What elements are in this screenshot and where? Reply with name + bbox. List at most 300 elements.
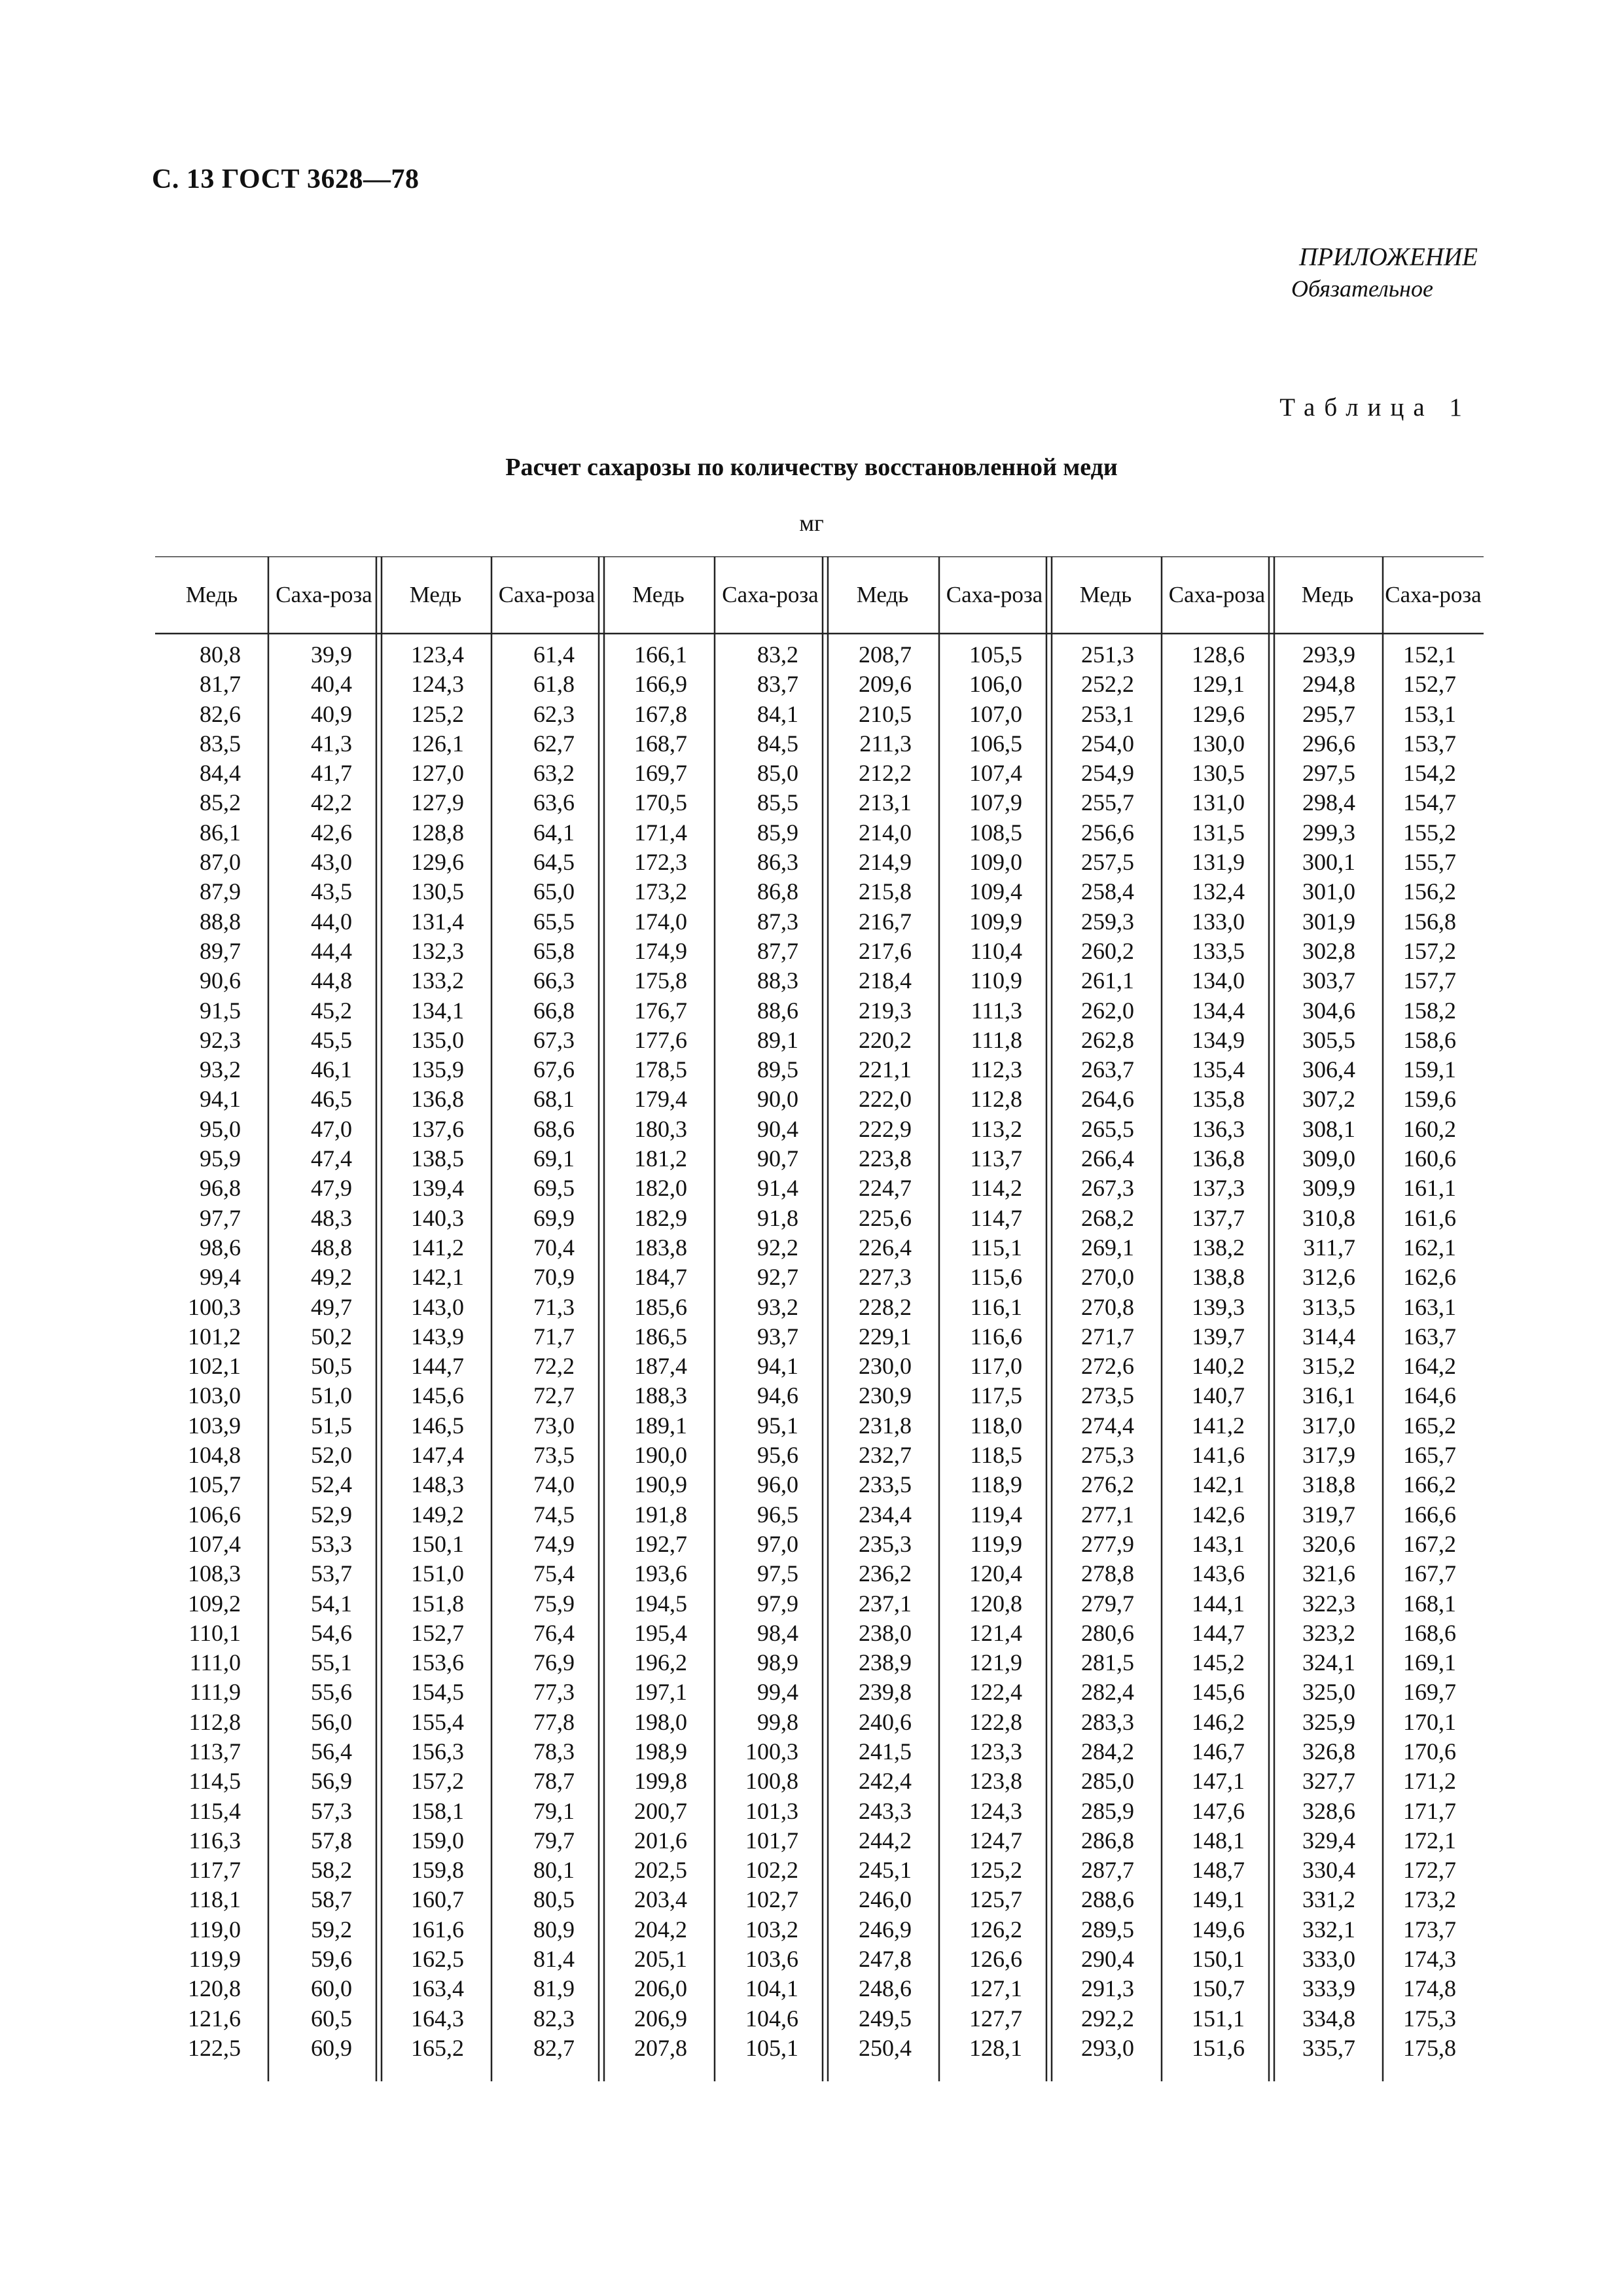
- table-cell: 99,4: [757, 1679, 798, 1706]
- table-cell: 87,3: [757, 908, 798, 935]
- table-cell: 84,1: [757, 700, 798, 727]
- table-cell: 101,3: [745, 1797, 798, 1824]
- table-cell: 138,2: [1192, 1234, 1245, 1261]
- table-cell: 174,0: [634, 908, 687, 935]
- table-cell: 77,3: [533, 1679, 575, 1706]
- table-cell: 83,2: [757, 641, 798, 668]
- table-cell: 97,0: [757, 1530, 798, 1557]
- table-cell: 70,9: [533, 1264, 575, 1291]
- table-cell: 57,8: [311, 1827, 352, 1854]
- table-cell: 223,8: [859, 1145, 912, 1172]
- table-cell: 193,6: [634, 1560, 687, 1587]
- table-cell: 106,5: [969, 730, 1022, 757]
- table-cell: 142,6: [1192, 1501, 1245, 1528]
- table-cell: 52,0: [311, 1442, 352, 1469]
- table-cell: 135,4: [1192, 1056, 1245, 1083]
- table-cell: 327,7: [1302, 1768, 1355, 1795]
- table-cell: 43,5: [311, 878, 352, 905]
- table-cell: 190,9: [634, 1471, 687, 1498]
- table-cell: 81,7: [200, 671, 241, 698]
- table-cell: 113,2: [970, 1115, 1022, 1142]
- table-cell: 254,0: [1081, 730, 1134, 757]
- table-cell: 217,6: [859, 937, 912, 964]
- table-cell: 229,1: [859, 1323, 912, 1350]
- table-cell: 89,1: [757, 1026, 798, 1053]
- table-cell: 155,7: [1403, 849, 1456, 876]
- table-cell: 45,2: [311, 997, 352, 1024]
- table-cell: 135,9: [411, 1056, 464, 1083]
- table-cell: 171,7: [1403, 1797, 1456, 1824]
- table-cell: 89,7: [200, 937, 241, 964]
- table-cell: 232,7: [859, 1442, 912, 1469]
- table-cell: 148,3: [411, 1471, 464, 1498]
- table-cell: 90,6: [200, 967, 241, 994]
- table-cell: 286,8: [1081, 1827, 1134, 1854]
- table-cell: 202,5: [634, 1857, 687, 1884]
- table-cell: 138,5: [411, 1145, 464, 1172]
- column-header: Саха- роза: [722, 581, 819, 607]
- table-cell: 67,3: [533, 1026, 575, 1053]
- table-cell: 129,6: [411, 849, 464, 876]
- column-header: Саха- роза: [1168, 581, 1266, 607]
- table-cell: 329,4: [1302, 1827, 1355, 1854]
- table-cell: 129,6: [1192, 700, 1245, 727]
- table-cell: 148,1: [1192, 1827, 1245, 1854]
- table-cell: 130,0: [1192, 730, 1245, 757]
- table-cell: 159,1: [1403, 1056, 1456, 1083]
- table-cell: 271,7: [1081, 1323, 1134, 1350]
- table-cell: 159,6: [1403, 1086, 1456, 1113]
- table-cell: 90,0: [757, 1086, 798, 1113]
- table-cell: 103,9: [188, 1412, 241, 1439]
- table-cell: 99,4: [200, 1264, 241, 1291]
- table-cell: 254,9: [1081, 760, 1134, 787]
- table-cell: 221,1: [859, 1056, 912, 1083]
- table-cell: 199,8: [634, 1768, 687, 1795]
- table-cell: 104,8: [188, 1442, 241, 1469]
- table-cell: 226,4: [859, 1234, 912, 1261]
- table-cell: 246,9: [859, 1916, 912, 1943]
- table-cell: 100,3: [745, 1738, 798, 1765]
- table-cell: 152,7: [1403, 671, 1456, 698]
- table-cell: 111,3: [971, 997, 1022, 1024]
- table-cell: 163,4: [411, 1975, 464, 2002]
- table-cell: 63,2: [533, 760, 575, 787]
- table-cell: 161,6: [1403, 1204, 1456, 1231]
- table-cell: 105,5: [969, 641, 1022, 668]
- table-cell: 78,3: [533, 1738, 575, 1765]
- sucrose-column: [1403, 640, 1456, 2063]
- table-cell: 140,2: [1192, 1353, 1245, 1380]
- table-cell: 120,8: [969, 1590, 1022, 1617]
- table-cell: 292,2: [1081, 2005, 1134, 2032]
- table-cell: 103,0: [188, 1382, 241, 1409]
- table-cell: 165,7: [1403, 1442, 1456, 1469]
- table-cell: 173,2: [1403, 1886, 1456, 1913]
- table-cell: 41,7: [311, 760, 352, 787]
- table-cell: 182,0: [634, 1175, 687, 1202]
- table-cell: 260,2: [1081, 937, 1134, 964]
- table-cell: 325,0: [1302, 1679, 1355, 1706]
- column-header: Медь: [1301, 581, 1354, 607]
- table-cell: 75,4: [533, 1560, 575, 1587]
- table-cell: 82,6: [200, 700, 241, 727]
- table-cell: 131,9: [1192, 849, 1245, 876]
- table-cell: 291,3: [1081, 1975, 1134, 2002]
- table-cell: 303,7: [1302, 967, 1355, 994]
- table-cell: 110,4: [970, 937, 1022, 964]
- table-cell: 52,4: [311, 1471, 352, 1498]
- table-cell: 288,6: [1081, 1886, 1134, 1913]
- table-cell: 116,1: [970, 1293, 1022, 1320]
- table-cell: 57,3: [311, 1797, 352, 1824]
- table-cell: 211,3: [859, 730, 912, 757]
- table-cell: 334,8: [1302, 2005, 1355, 2032]
- table-cell: 97,9: [757, 1590, 798, 1617]
- table-cell: 54,6: [311, 1619, 352, 1646]
- appendix-subtitle: Обязательное: [1291, 276, 1433, 302]
- table-cell: 39,9: [311, 641, 352, 668]
- table-cell: 142,1: [1192, 1471, 1245, 1498]
- table-cell: 325,9: [1302, 1708, 1355, 1735]
- table-cell: 165,2: [411, 2034, 464, 2061]
- table-cell: 127,9: [411, 789, 464, 816]
- table-cell: 94,1: [757, 1353, 798, 1380]
- table-cell: 65,0: [533, 878, 575, 905]
- table-cell: 121,9: [969, 1649, 1022, 1676]
- table-cell: 146,2: [1192, 1708, 1245, 1735]
- table-cell: 304,6: [1302, 997, 1355, 1024]
- table-cell: 262,8: [1081, 1026, 1134, 1053]
- table-cell: 276,2: [1081, 1471, 1134, 1498]
- copper-column: [634, 640, 687, 2063]
- table-cell: 109,2: [188, 1590, 241, 1617]
- table-cell: 240,6: [859, 1708, 912, 1735]
- table-cell: 266,4: [1081, 1145, 1134, 1172]
- table-cell: 95,0: [200, 1115, 241, 1142]
- table-cell: 192,7: [634, 1530, 687, 1557]
- table-cell: 328,6: [1302, 1797, 1355, 1824]
- table-cell: 195,4: [634, 1619, 687, 1646]
- table-cell: 80,5: [533, 1886, 575, 1913]
- table-cell: 139,3: [1192, 1293, 1245, 1320]
- table-cell: 239,8: [859, 1679, 912, 1706]
- table-cell: 56,4: [311, 1738, 352, 1765]
- table-cell: 91,5: [200, 997, 241, 1024]
- table-cell: 120,4: [969, 1560, 1022, 1587]
- table-cell: 160,2: [1403, 1115, 1456, 1142]
- table-cell: 117,0: [970, 1353, 1022, 1380]
- table-cell: 179,4: [634, 1086, 687, 1113]
- table-cell: 42,6: [311, 819, 352, 846]
- table-cell: 128,6: [1192, 641, 1245, 668]
- table-cell: 167,7: [1403, 1560, 1456, 1587]
- table-cell: 324,1: [1302, 1649, 1355, 1676]
- table-cell: 67,6: [533, 1056, 575, 1083]
- table-cell: 98,4: [757, 1619, 798, 1646]
- table-cell: 68,1: [533, 1086, 575, 1113]
- table-cell: 261,1: [1081, 967, 1134, 994]
- table-cell: 209,6: [859, 671, 912, 698]
- table-cell: 104,1: [745, 1975, 798, 2002]
- table-cell: 51,0: [311, 1382, 352, 1409]
- table-cell: 263,7: [1081, 1056, 1134, 1083]
- table-cell: 171,4: [634, 819, 687, 846]
- table-cell: 170,5: [634, 789, 687, 816]
- table-cell: 222,0: [859, 1086, 912, 1113]
- table-cell: 169,1: [1403, 1649, 1456, 1676]
- table-cell: 97,5: [757, 1560, 798, 1587]
- table-cell: 155,4: [411, 1708, 464, 1735]
- table-cell: 62,3: [533, 700, 575, 727]
- table-cell: 253,1: [1081, 700, 1134, 727]
- table-cell: 138,8: [1192, 1264, 1245, 1291]
- table-cell: 164,3: [411, 2005, 464, 2032]
- table-cell: 109,4: [969, 878, 1022, 905]
- table-cell: 168,1: [1403, 1590, 1456, 1617]
- table-cell: 153,1: [1403, 700, 1456, 727]
- table-cell: 245,1: [859, 1857, 912, 1884]
- table-cell: 75,9: [533, 1590, 575, 1617]
- table-cell: 191,8: [634, 1501, 687, 1528]
- table-cell: 175,8: [634, 967, 687, 994]
- table-cell: 149,6: [1192, 1916, 1245, 1943]
- table-cell: 152,7: [411, 1619, 464, 1646]
- table-cell: 87,7: [757, 937, 798, 964]
- table-cell: 134,1: [411, 997, 464, 1024]
- table-cell: 102,7: [745, 1886, 798, 1913]
- table-cell: 98,6: [200, 1234, 241, 1261]
- table-cell: 70,4: [533, 1234, 575, 1261]
- table-cell: 123,3: [969, 1738, 1022, 1765]
- table-cell: 56,9: [311, 1768, 352, 1795]
- table-cell: 147,4: [411, 1442, 464, 1469]
- table-cell: 136,3: [1192, 1115, 1245, 1142]
- table-cell: 88,6: [757, 997, 798, 1024]
- table-cell: 228,2: [859, 1293, 912, 1320]
- table-cell: 64,5: [533, 849, 575, 876]
- table-cell: 111,8: [971, 1026, 1022, 1053]
- table-cell: 53,7: [311, 1560, 352, 1587]
- table-cell: 95,9: [200, 1145, 241, 1172]
- table-cell: 159,8: [411, 1857, 464, 1884]
- table-cell: 237,1: [859, 1590, 912, 1617]
- table-cell: 172,1: [1403, 1827, 1456, 1854]
- table-cell: 94,1: [200, 1086, 241, 1113]
- table-cell: 136,8: [411, 1086, 464, 1113]
- table-cell: 302,8: [1302, 937, 1355, 964]
- table-cell: 215,8: [859, 878, 912, 905]
- table-cell: 262,0: [1081, 997, 1134, 1024]
- table-cell: 309,0: [1302, 1145, 1355, 1172]
- table-cell: 323,2: [1302, 1619, 1355, 1646]
- table-cell: 56,0: [311, 1708, 352, 1735]
- table-cell: 182,9: [634, 1204, 687, 1231]
- table-cell: 140,3: [411, 1204, 464, 1231]
- table-cell: 80,8: [200, 641, 241, 668]
- table-cell: 264,6: [1081, 1086, 1134, 1113]
- table-cell: 151,8: [411, 1590, 464, 1617]
- table-cell: 283,3: [1081, 1708, 1134, 1735]
- table-cell: 114,7: [970, 1204, 1022, 1231]
- table-cell: 110,9: [970, 967, 1022, 994]
- table-cell: 305,5: [1302, 1026, 1355, 1053]
- table-cell: 74,5: [533, 1501, 575, 1528]
- table-cell: 174,3: [1403, 1946, 1456, 1973]
- table-cell: 53,3: [311, 1530, 352, 1557]
- table-cell: 69,1: [533, 1145, 575, 1172]
- table-cell: 55,6: [311, 1679, 352, 1706]
- table-cell: 150,1: [411, 1530, 464, 1557]
- table-cell: 214,9: [859, 849, 912, 876]
- table-cell: 52,9: [311, 1501, 352, 1528]
- table-cell: 225,6: [859, 1204, 912, 1231]
- table-cell: 158,1: [411, 1797, 464, 1824]
- table-cell: 47,9: [311, 1175, 352, 1202]
- table-cell: 94,6: [757, 1382, 798, 1409]
- column-header: Медь: [856, 581, 909, 607]
- table-cell: 74,9: [533, 1530, 575, 1557]
- table-cell: 150,1: [1192, 1946, 1245, 1973]
- table-cell: 132,3: [411, 937, 464, 964]
- table-cell: 103,2: [745, 1916, 798, 1943]
- table-cell: 165,2: [1403, 1412, 1456, 1439]
- table-cell: 170,1: [1403, 1708, 1456, 1735]
- copper-column: [1302, 640, 1355, 2063]
- table-cell: 137,7: [1192, 1204, 1245, 1231]
- table-cell: 227,3: [859, 1264, 912, 1291]
- table-cell: 116,6: [970, 1323, 1022, 1350]
- table-cell: 145,2: [1192, 1649, 1245, 1676]
- table-cell: 62,7: [533, 730, 575, 757]
- table-cell: 131,5: [1192, 819, 1245, 846]
- table-cell: 127,0: [411, 760, 464, 787]
- table-cell: 204,2: [634, 1916, 687, 1943]
- table-cell: 151,6: [1192, 2034, 1245, 2061]
- table-cell: 332,1: [1302, 1916, 1355, 1943]
- table-cell: 48,8: [311, 1234, 352, 1261]
- table-cell: 118,1: [188, 1886, 241, 1913]
- table-cell: 50,5: [311, 1353, 352, 1380]
- table-cell: 311,7: [1303, 1234, 1355, 1261]
- table-cell: 183,8: [634, 1234, 687, 1261]
- table-cell: 85,9: [757, 819, 798, 846]
- table-cell: 72,7: [533, 1382, 575, 1409]
- table-cell: 100,3: [188, 1293, 241, 1320]
- table-cell: 312,6: [1302, 1264, 1355, 1291]
- table-cell: 321,6: [1302, 1560, 1355, 1587]
- table-cell: 206,0: [634, 1975, 687, 2002]
- table-cell: 50,2: [311, 1323, 352, 1350]
- table-cell: 156,8: [1403, 908, 1456, 935]
- table-cell: 61,8: [533, 671, 575, 698]
- table-cell: 88,8: [200, 908, 241, 935]
- table-caption: Расчет сахарозы по количеству восстановленной меди: [505, 454, 1118, 481]
- table-cell: 40,4: [311, 671, 352, 698]
- table-cell: 309,9: [1302, 1175, 1355, 1202]
- table-cell: 153,7: [1403, 730, 1456, 757]
- table-cell: 106,6: [188, 1501, 241, 1528]
- table-cell: 132,4: [1192, 878, 1245, 905]
- table-cell: 166,1: [634, 641, 687, 668]
- table-cell: 98,9: [757, 1649, 798, 1676]
- table-cell: 47,0: [311, 1115, 352, 1142]
- table-cell: 259,3: [1081, 908, 1134, 935]
- table-cell: 117,5: [970, 1382, 1022, 1409]
- table-cell: 335,7: [1302, 2034, 1355, 2061]
- table-cell: 151,1: [1192, 2005, 1245, 2032]
- table-cell: 116,3: [188, 1827, 241, 1854]
- table-cell: 149,1: [1192, 1886, 1245, 1913]
- table-cell: 207,8: [634, 2034, 687, 2061]
- table-cell: 112,3: [970, 1056, 1022, 1083]
- table-cell: 105,7: [188, 1471, 241, 1498]
- sucrose-column: [311, 640, 352, 2063]
- table-cell: 131,0: [1192, 789, 1245, 816]
- table-cell: 194,5: [634, 1590, 687, 1617]
- table-cell: 290,4: [1081, 1946, 1134, 1973]
- table-cell: 185,6: [634, 1293, 687, 1320]
- table-cell: 159,0: [411, 1827, 464, 1854]
- table-cell: 280,6: [1081, 1619, 1134, 1646]
- table-cell: 80,1: [533, 1857, 575, 1884]
- table-cell: 279,7: [1081, 1590, 1134, 1617]
- table-cell: 298,4: [1302, 789, 1355, 816]
- table-cell: 251,3: [1081, 641, 1134, 668]
- table-cell: 69,5: [533, 1175, 575, 1202]
- table-cell: 122,5: [188, 2034, 241, 2061]
- table-cell: 140,7: [1192, 1382, 1245, 1409]
- table-cell: 162,6: [1403, 1264, 1456, 1291]
- table-cell: 68,6: [533, 1115, 575, 1142]
- table-cell: 181,2: [634, 1145, 687, 1172]
- table-cell: 163,7: [1403, 1323, 1456, 1350]
- table-cell: 233,5: [859, 1471, 912, 1498]
- table-cell: 108,5: [969, 819, 1022, 846]
- table-cell: 307,2: [1302, 1086, 1355, 1113]
- table-cell: 235,3: [859, 1530, 912, 1557]
- table-cell: 173,7: [1403, 1916, 1456, 1943]
- table-cell: 255,7: [1081, 789, 1134, 816]
- table-cell: 145,6: [1192, 1679, 1245, 1706]
- table-cell: 317,0: [1302, 1412, 1355, 1439]
- table-cell: 71,7: [533, 1323, 575, 1350]
- table-cell: 133,2: [411, 967, 464, 994]
- table-cell: 150,7: [1192, 1975, 1245, 2002]
- table-cell: 175,8: [1403, 2034, 1456, 2061]
- table-cell: 107,0: [969, 700, 1022, 727]
- table-cell: 167,2: [1403, 1530, 1456, 1557]
- table-cell: 144,1: [1192, 1590, 1245, 1617]
- table-cell: 166,6: [1403, 1501, 1456, 1528]
- table-cell: 133,5: [1192, 937, 1245, 964]
- table-cell: 92,7: [757, 1264, 798, 1291]
- table-cell: 295,7: [1302, 700, 1355, 727]
- table-cell: 160,7: [411, 1886, 464, 1913]
- table-cell: 127,7: [969, 2005, 1022, 2032]
- table-cell: 164,6: [1403, 1382, 1456, 1409]
- table-cell: 125,2: [969, 1857, 1022, 1884]
- table-cell: 104,6: [745, 2005, 798, 2032]
- column-header: Саха- роза: [946, 581, 1043, 607]
- copper-column: [859, 640, 912, 2063]
- table-cell: 114,2: [970, 1175, 1022, 1202]
- table-cell: 143,6: [1192, 1560, 1245, 1587]
- table-cell: 134,0: [1192, 967, 1245, 994]
- table-cell: 113,7: [970, 1145, 1022, 1172]
- table-cell: 293,9: [1302, 641, 1355, 668]
- table-cell: 115,4: [188, 1797, 241, 1824]
